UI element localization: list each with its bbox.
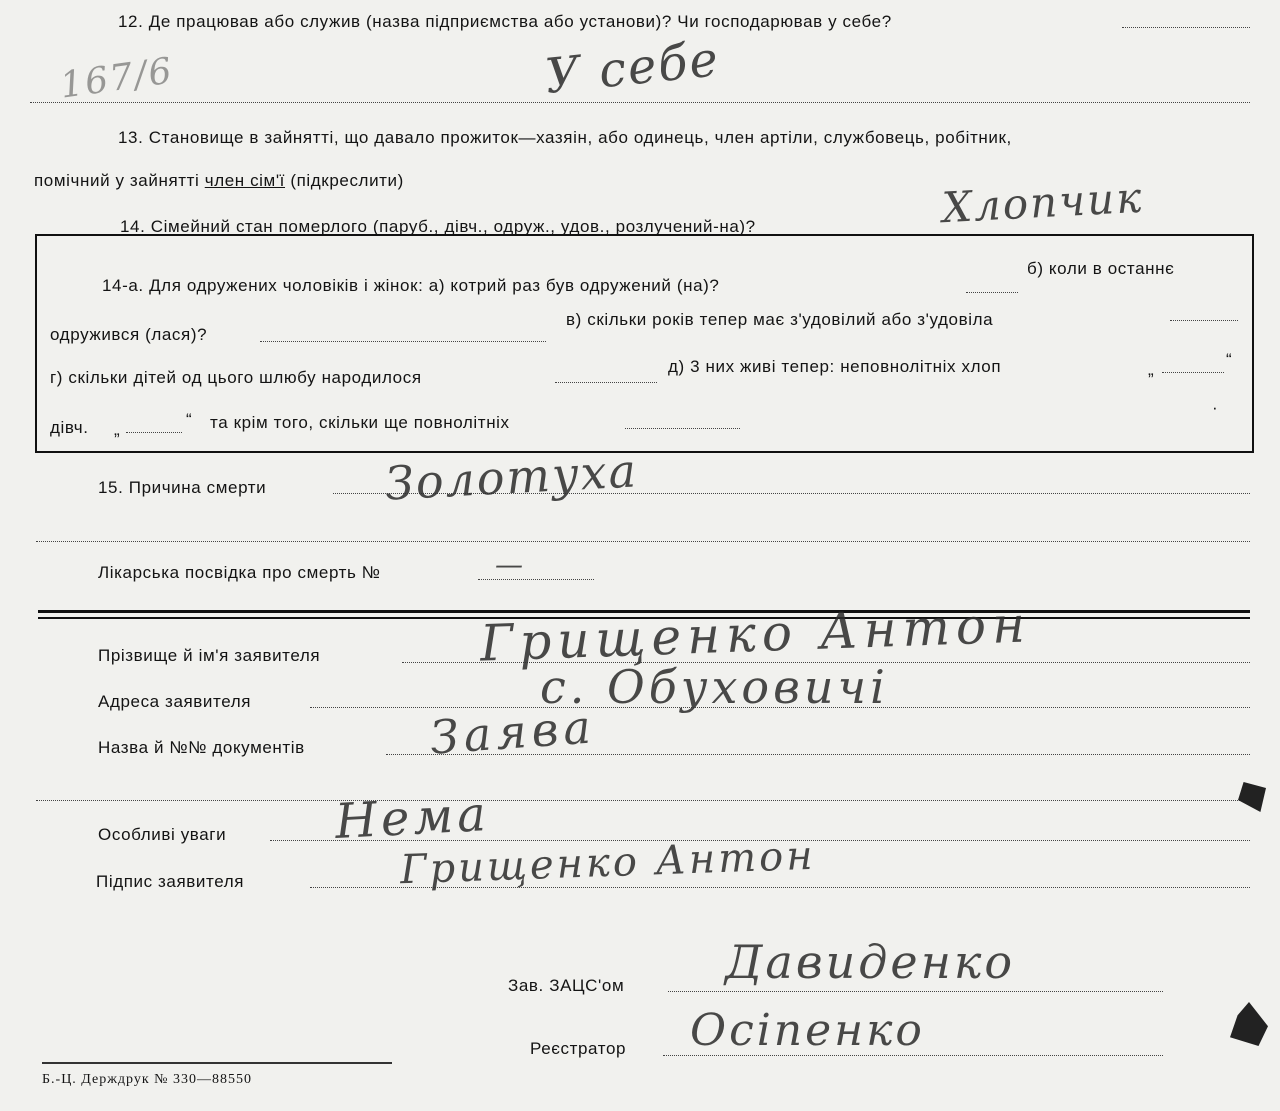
q15-answer-line-2: [36, 541, 1250, 542]
registrar-label: Реєстратор: [530, 1039, 627, 1058]
applicant-address-answer: с. Обуховичі: [540, 660, 889, 714]
applicant-name-label: Прізвище й ім'я заявителя: [98, 646, 321, 665]
head-label: Зав. ЗАЦС'ом: [508, 976, 625, 995]
q14a-line2-blank-1: [260, 341, 546, 342]
q14a-line2-b: в) скільки років тепер має з'удовілий або з'удовіла: [566, 310, 994, 329]
registrar-signature: Осіпенко: [690, 1005, 925, 1056]
q14a-line4-a: дівч.: [50, 418, 89, 437]
q13-label-cont-a: помічний у зайнятті: [34, 171, 200, 190]
applicant-documents-line-2: [36, 800, 1250, 801]
medical-certificate-answer: —: [495, 548, 525, 581]
q14a-line2-a: одружився (лася)?: [50, 325, 208, 344]
q13-label-cont-b: (підкреслити): [290, 171, 404, 190]
q14a-line4-blank-2: [625, 428, 740, 429]
q14-answer: Хлопчик: [940, 172, 1145, 233]
q14a-line4-quote-close: “: [186, 410, 193, 429]
q14a-line4-quote-open: „: [114, 420, 121, 439]
applicant-documents-answer: Заява: [428, 699, 598, 765]
q14a-line3-blank-1: [555, 382, 657, 383]
q13-label-cont: [34, 171, 404, 191]
medical-certificate-label: Лікарська посвідка про смерть №: [98, 563, 381, 582]
q12-label: 12. Де працював або служив (назва підприємства або установи)? Чи господарював у себе?: [118, 12, 892, 31]
paper-damage-mark-1: [1238, 782, 1266, 812]
q13-underlined-option: член сім'ї: [204, 171, 286, 190]
head-signature-line: [668, 991, 1163, 992]
q14a-line3-quote-close: “: [1226, 350, 1233, 369]
q12-margin-note: 167/6: [57, 50, 177, 107]
head-signature: Давиденко: [725, 935, 1016, 989]
q14a-line2-blank-2: [1170, 320, 1238, 321]
printer-imprint: Б.-Ц. Держдрук № 330—88550: [42, 1072, 253, 1087]
applicant-address-label: Адреса заявителя: [98, 692, 252, 711]
q14a-line1-blank: [966, 292, 1018, 293]
paper-damage-mark-2: [1230, 1002, 1268, 1046]
q14a-line4-b: та крім того, скільки ще повнолітніх: [210, 413, 510, 432]
q14a-line3-blank-2: [1162, 372, 1224, 373]
q12-answer: У себе: [542, 31, 723, 105]
applicant-signature-label: Підпис заявителя: [96, 872, 245, 891]
q14-label: 14. Сімейний стан померлого (паруб., дівч., одруж., удов., розлучений-на)?: [120, 217, 756, 236]
q14a-line1-b: б) коли в останнє: [1027, 259, 1175, 278]
q14a-line3-b: д) 3 них живі тепер: неповнолітніх хлоп: [668, 357, 1002, 376]
q15-answer: Золотуха: [383, 443, 640, 511]
q13-label: 13. Становище в зайнятті, що давало прожиток—хазяін, або одинець, член артіли, службовець, робітник,: [118, 128, 1012, 147]
q12-answer-line-1: [1122, 27, 1250, 28]
applicant-name-answer: Грищенко Антон: [479, 595, 1032, 673]
q14a-line3-a: г) скільки дітей од цього шлюбу народилося: [50, 368, 422, 387]
q14a-mark: ·: [1212, 398, 1219, 417]
imprint-rule: [42, 1062, 392, 1064]
q14a-line3-quote-open: „: [1148, 360, 1155, 379]
q14a-line1-a: 14-а. Для одружених чоловіків і жінок: а) котрий раз був одружений (на)?: [102, 276, 720, 295]
applicant-documents-label: Назва й №№ документів: [98, 738, 305, 757]
applicant-signature-answer: Грищенко Антон: [399, 832, 817, 894]
q12-answer-line-2: [30, 102, 1250, 103]
notes-answer: Нема: [333, 785, 492, 851]
q15-label: 15. Причина смерти: [98, 478, 267, 497]
q14a-line4-blank-1: [126, 432, 182, 433]
notes-label: Особливі уваги: [98, 825, 227, 844]
